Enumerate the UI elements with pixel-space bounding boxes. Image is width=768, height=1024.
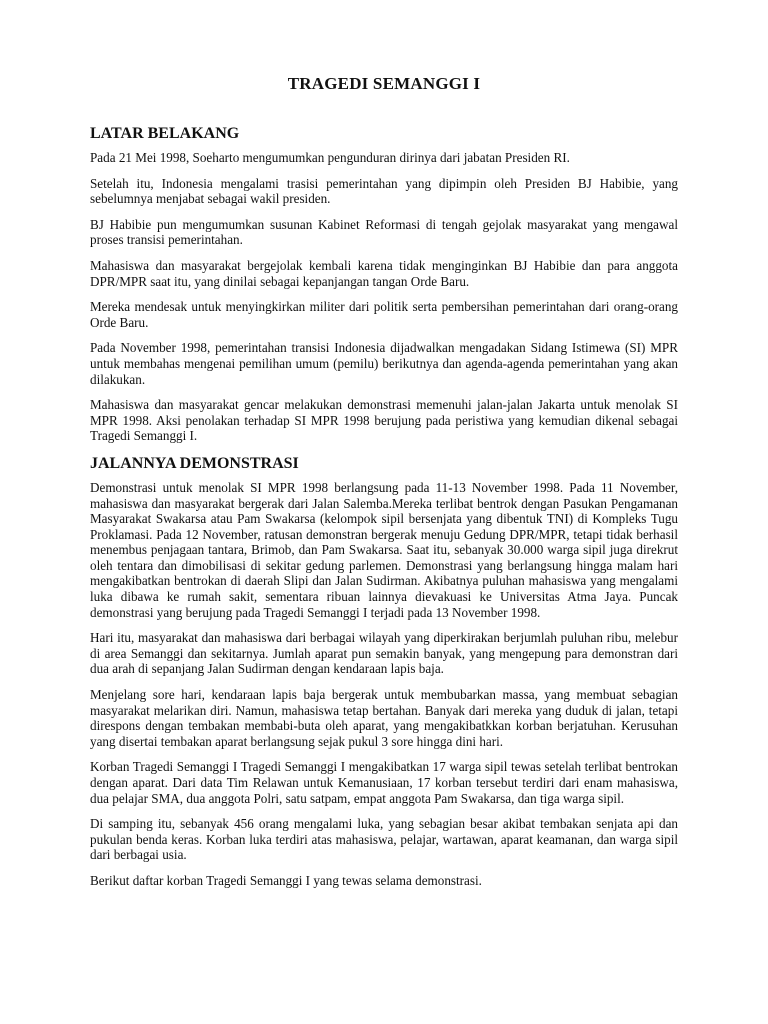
- paragraph: Pada 21 Mei 1998, Soeharto mengumumkan pengunduran dirinya dari jabatan Presiden RI.: [90, 150, 570, 165]
- paragraph: Korban Tragedi Semanggi I Tragedi Semanggi I mengakibatkan 17 warga sipil tewas setelah terlibat bentrokan dengan aparat. Dari data Tim Relawan untuk Kemanusiaan, 17 korban tersebut terdiri dari enam mahasiswa, dua pelajar SMA, dua anggota Polri, satu satpam, empat anggota Pam Swakarsa, dan tiga warga sipil.: [90, 759, 678, 806]
- paragraph: Mahasiswa dan masyarakat bergejolak kembali karena tidak menginginkan BJ Habibie dan para anggota DPR/MPR saat itu, yang dinilai sebagai kepanjangan tangan Orde Baru.: [90, 257, 678, 289]
- paragraph: Menjelang sore hari, kendaraan lapis baja bergerak untuk membubarkan massa, yang membuat sebagian masyarakat melarikan diri. Namun, mahasiswa tetap bertahan. Banyak dari mereka yang duduk di jalan, tetapi direspons dengan tembakan membabi-buta oleh aparat, yang mengakibatkkan korban berjatuhan. Kerusuhan yang disertai tembakan aparat berlangsung sejak pukul 3 sore hingga dini hari.: [90, 687, 678, 749]
- document-body: [90, 74, 678, 899]
- section-jalannya-demonstrasi: [90, 454, 678, 889]
- paragraph: Mereka mendesak untuk menyingkirkan militer dari politik serta pembersihan pemerintahan dari orang-orang Orde Baru.: [90, 299, 678, 330]
- paragraph: Pada November 1998, pemerintahan transisi Indonesia dijadwalkan mengadakan Sidang Istimewa (SI) MPR untuk membahas mengenai pemilihan umum (pemilu) berikutnya dan agenda-agenda pemerintahan yang akan dilakukan.: [90, 340, 678, 387]
- paragraph: Demonstrasi untuk menolak SI MPR 1998 berlangsung pada 11-13 November 1998. Pada 11 November, mahasiswa dan masyarakat bergerak dari Jalan Salemba.Mereka terlibat bentrok dengan Pasukan Pengamanan Masyarakat Swakarsa atau Pam Swakarsa (kelompok sipil bersenjata yang dibentuk TNI) di Kompleks Tugu Proklamasi. Pada 12 November, ratusan demonstran bergerak menuju Gedung DPR/MPR, tetapi tidak berhasil menembus penjagaan tantara, Brimob, dan Pam Swakarsa. Saat itu, sebanyak 30.000 warga sipil juga direkrut oleh tentara dan dimobilisasi di sekitar gedung parlemen. Demonstrasi yang berlangsung hingga malam hari mengakibatkan bentrokan di daerah Slipi dan Jalan Sudirman. Akibatnya puluhan mahasiswa yang mengalami luka dibawa ke rumah sakit, sementara ribuan lainnya dievakuasi ke Universitas Atma Jaya. Puncak demonstrasi yang berujung pada Tragedi Semanggi I terjadi pada 13 November 1998.: [90, 479, 678, 620]
- paragraph: Berikut daftar korban Tragedi Semanggi I yang tewas selama demonstrasi.: [90, 872, 482, 888]
- paragraph: Di samping itu, sebanyak 456 orang mengalami luka, yang sebagian besar akibat tembakan senjata api dan pukulan benda keras. Korban luka terdiri atas mahasiswa, pelajar, wartawan, aparat keamanan, dan warga sipil dari berbagai usia.: [90, 816, 678, 863]
- section-heading: JALANNYA DEMONSTRASI: [90, 454, 299, 472]
- section-latar-belakang: [90, 124, 678, 444]
- section-heading: LATAR BELAKANG: [90, 125, 240, 142]
- paragraph: BJ Habibie pun mengumumkan susunan Kabinet Reformasi di tengah gejolak masyarakat yang mengawal proses transisi pemerintahan.: [90, 216, 678, 248]
- paragraph: Hari itu, masyarakat dan mahasiswa dari berbagai wilayah yang diperkirakan berjumlah puluhan ribu, melebur di area Semanggi dan sekitarnya. Jumlah aparat pun semakin banyak, yang mengepung para demonstran dari dua arah di sepanjang Jalan Sudirman dengan kendaraan lapis baja.: [90, 630, 678, 677]
- paragraph: Setelah itu, Indonesia mengalami trasisi pemerintahan yang dipimpin oleh Presiden BJ Habibie, yang sebelumnya menjabat sebagai wakil presiden.: [90, 175, 678, 207]
- document-title: TRAGEDI SEMANGGI I: [287, 74, 481, 93]
- paragraph: Mahasiswa dan masyarakat gencar melakukan demonstrasi memenuhi jalan-jalan Jakarta untuk menolak SI MPR 1998. Aksi penolakan terhadap SI MPR 1998 berujung pada peristiwa yang kemudian dikenal sebagai Tragedi Semanggi I.: [90, 397, 678, 444]
